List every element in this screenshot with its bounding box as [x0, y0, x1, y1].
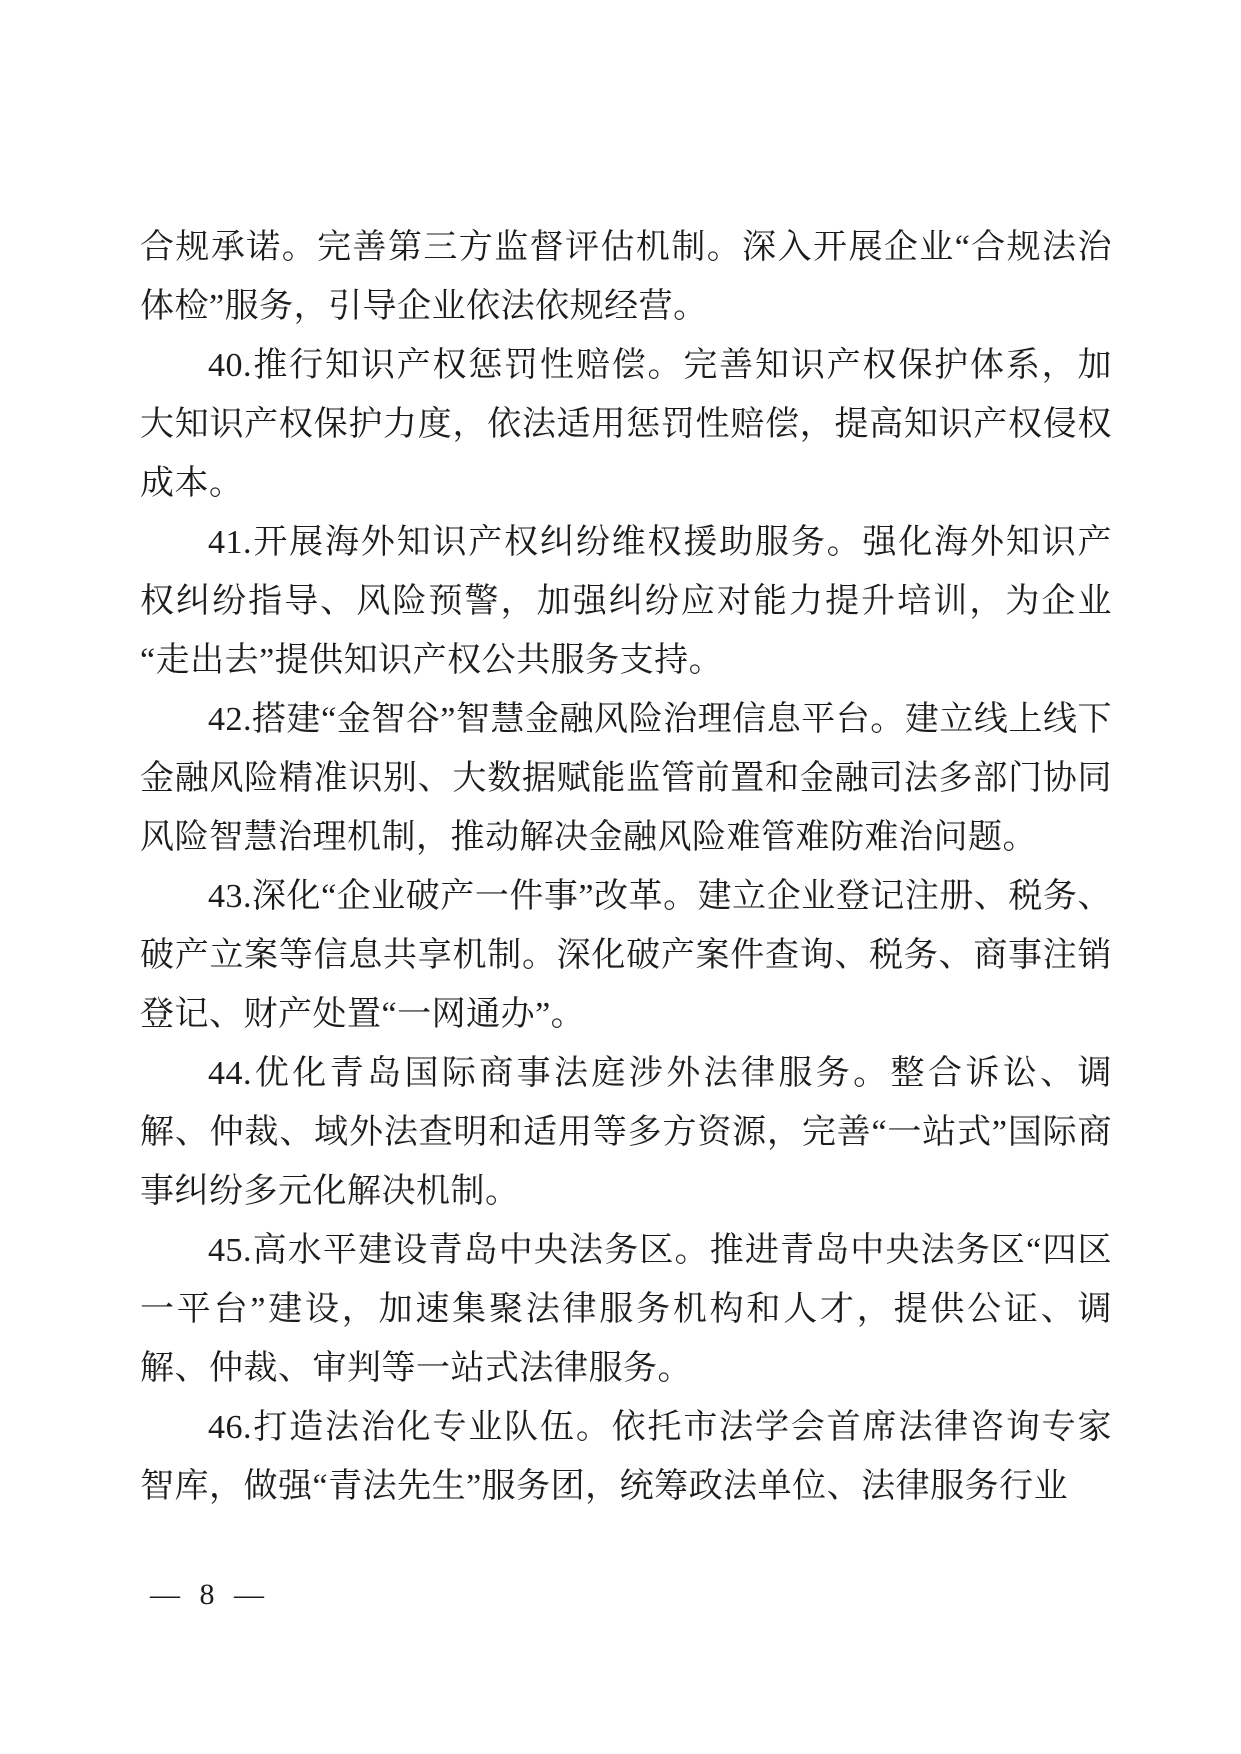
item-44-title: 44.优化青岛国际商事法庭涉外法律服务。 [208, 1055, 891, 1092]
item-45-title: 45.高水平建设青岛中央法务区。 [208, 1232, 710, 1269]
paragraph-item-46 [140, 1398, 1112, 1516]
paragraph-text: 合规承诺。完善第三方监督评估机制。深入开展企业“合规法治体检”服务，引导企业依法依规经营。 [140, 229, 1112, 325]
page-number: — 8 — [150, 1578, 270, 1611]
item-44-body: 整合诉讼、调解、仲裁、域外法查明和适用等多方资源，完善“一站式”国际商事纠纷多元化解决机制。 [140, 1055, 1113, 1210]
item-41-title: 41.开展海外知识产权纠纷维权援助服务。 [208, 524, 863, 561]
item-42-body: 建立线上线下金融风险精准识别、大数据赋能监管前置和金融司法多部门协同风险智慧治理机制，推动解决金融风险难管难防难治问题。 [140, 701, 1112, 856]
paragraph-item-41 [140, 513, 1112, 690]
item-46-title: 46.打造法治化专业队伍。 [208, 1409, 612, 1446]
item-40-title: 40.推行知识产权惩罚性赔偿。 [208, 347, 684, 384]
item-46-body: 依托市法学会首席法律咨询专家智库，做强“青法先生”服务团，统筹政法单位、法律服务行业 [140, 1409, 1113, 1505]
item-40-body: 完善知识产权保护体系，加大知识产权保护力度，依法适用惩罚性赔偿，提高知识产权侵权成本。 [140, 347, 1113, 502]
item-45-body: 推进青岛中央法务区“四区一平台”建设，加速集聚法律服务机构和人才，提供公证、调解、仲裁、审判等一站式法律服务。 [140, 1232, 1112, 1387]
paragraph-item-42 [140, 690, 1112, 867]
paragraph-continuation [140, 218, 1112, 336]
paragraph-item-40 [140, 336, 1112, 513]
item-42-title: 42.搭建“金智谷”智慧金融风险治理信息平台。 [208, 701, 905, 738]
paragraph-item-43 [140, 867, 1112, 1044]
paragraph-item-45 [140, 1221, 1112, 1398]
paragraph-item-44 [140, 1044, 1112, 1221]
body-text [140, 218, 1112, 1516]
item-43-body: 建立企业登记注册、税务、破产立案等信息共享机制。深化破产案件查询、税务、商事注销登记、财产处置“一网通办”。 [140, 878, 1112, 1033]
item-43-title: 43.深化“企业破产一件事”改革。 [208, 878, 698, 915]
item-41-body: 强化海外知识产权纠纷指导、风险预警，加强纠纷应对能力提升培训，为企业“走出去”提供知识产权公共服务支持。 [140, 524, 1112, 679]
